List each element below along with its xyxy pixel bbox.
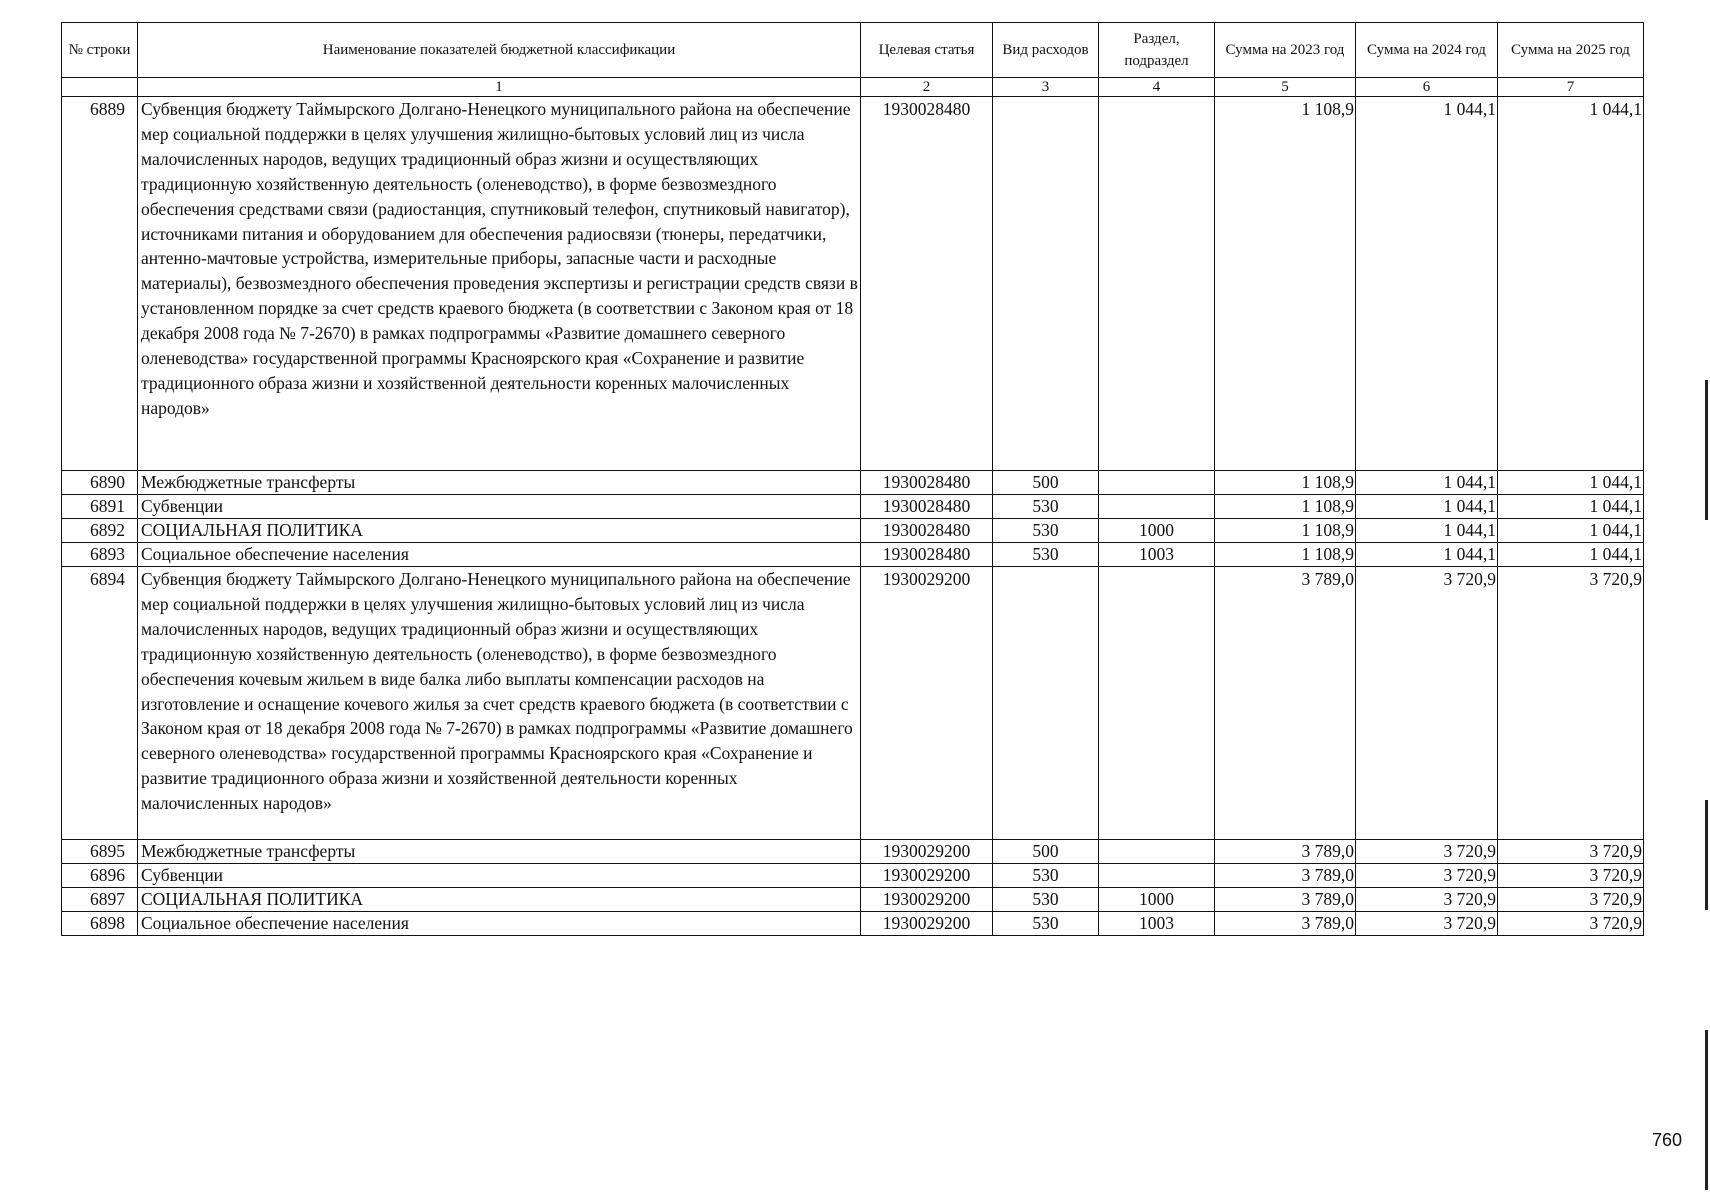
table-row — [62, 495, 1644, 519]
row-name: Межбюджетные трансферты — [138, 840, 861, 864]
colnum-5: 5 — [1215, 78, 1356, 97]
row-2024: 1 044,1 — [1356, 543, 1498, 567]
budget-sheet — [61, 22, 1644, 936]
row-section — [1099, 97, 1215, 471]
row-target: 1930029200 — [861, 567, 993, 840]
row-section: 1003 — [1099, 543, 1215, 567]
row-name: СОЦИАЛЬНАЯ ПОЛИТИКА — [138, 519, 861, 543]
row-exp-type — [993, 567, 1099, 840]
table-row — [62, 471, 1644, 495]
header-2023: Сумма на 2023 год — [1215, 23, 1356, 78]
row-target: 1930028480 — [861, 519, 993, 543]
row-2025: 3 720,9 — [1498, 840, 1644, 864]
colnum-0 — [62, 78, 138, 97]
row-number: 6893 — [62, 543, 138, 567]
row-target: 1930028480 — [861, 495, 993, 519]
table-row — [62, 840, 1644, 864]
colnum-3: 3 — [993, 78, 1099, 97]
row-2025: 1 044,1 — [1498, 543, 1644, 567]
colnum-1: 1 — [138, 78, 861, 97]
row-name: СОЦИАЛЬНАЯ ПОЛИТИКА — [138, 888, 861, 912]
row-2025: 3 720,9 — [1498, 567, 1644, 840]
row-number: 6896 — [62, 864, 138, 888]
row-exp-type: 530 — [993, 543, 1099, 567]
row-name: Социальное обеспечение населения — [138, 543, 861, 567]
row-number: 6894 — [62, 567, 138, 840]
row-exp-type: 500 — [993, 840, 1099, 864]
header-exp-type: Вид расходов — [993, 23, 1099, 78]
row-name: Межбюджетные трансферты — [138, 471, 861, 495]
row-section: 1000 — [1099, 888, 1215, 912]
row-section — [1099, 840, 1215, 864]
page-number: 760 — [1652, 1130, 1683, 1150]
row-target: 1930028480 — [861, 471, 993, 495]
row-2023: 1 108,9 — [1215, 495, 1356, 519]
row-2025: 1 044,1 — [1498, 97, 1644, 471]
row-target: 1930029200 — [861, 888, 993, 912]
row-section — [1099, 471, 1215, 495]
row-target: 1930028480 — [861, 543, 993, 567]
colnum-7: 7 — [1498, 78, 1644, 97]
colnum-6: 6 — [1356, 78, 1498, 97]
row-name: Субвенция бюджету Таймырского Долгано-Ненецкого муниципального района на обеспечение мер социальной поддержки в целях улучшения жилищно-бытовых условий лиц из числа малочисленных народов, ведущих традиционный образ жизни и осуществляющих традиционную хозяйственную деятельность (оленеводство), в форме безвозмездного обеспечения кочевым жильем в виде балка либо выплаты компенсации расходов на изготовление и оснащение кочевого жилья за счет средств краевого бюджета (в соответствии с Законом края от 18 декабря 2008 года № 7-2670) в рамках подпрограммы «Развитие домашнего северного оленеводства» государственной программы Красноярского края «Сохранение и развитие традиционного образа жизни и хозяйственной деятельности коренных малочисленных народов» — [138, 567, 861, 840]
row-2023: 3 789,0 — [1215, 912, 1356, 936]
row-target: 1930028480 — [861, 97, 993, 471]
row-exp-type — [993, 97, 1099, 471]
row-2024: 1 044,1 — [1356, 471, 1498, 495]
colnum-2: 2 — [861, 78, 993, 97]
row-section — [1099, 567, 1215, 840]
header-row-no: № строки — [62, 23, 138, 78]
table-row — [62, 97, 1644, 471]
row-2025: 3 720,9 — [1498, 912, 1644, 936]
row-section — [1099, 864, 1215, 888]
row-section: 1000 — [1099, 519, 1215, 543]
row-2024: 3 720,9 — [1356, 567, 1498, 840]
row-2024: 1 044,1 — [1356, 495, 1498, 519]
row-number: 6892 — [62, 519, 138, 543]
row-target: 1930029200 — [861, 840, 993, 864]
row-2023: 1 108,9 — [1215, 97, 1356, 471]
header-2025: Сумма на 2025 год — [1498, 23, 1644, 78]
row-name: Субвенции — [138, 495, 861, 519]
row-2023: 1 108,9 — [1215, 471, 1356, 495]
column-number-row — [62, 78, 1644, 97]
table-row — [62, 567, 1644, 840]
table-row — [62, 864, 1644, 888]
header-target: Целевая статья — [861, 23, 993, 78]
scan-edge-line — [1705, 1030, 1708, 1190]
row-2025: 1 044,1 — [1498, 471, 1644, 495]
row-2025: 1 044,1 — [1498, 519, 1644, 543]
row-2023: 1 108,9 — [1215, 543, 1356, 567]
colnum-4: 4 — [1099, 78, 1215, 97]
table-row — [62, 912, 1644, 936]
scan-edge-line — [1705, 800, 1708, 910]
row-number: 6895 — [62, 840, 138, 864]
scan-edge-line — [1705, 380, 1708, 520]
row-name: Субвенция бюджету Таймырского Долгано-Ненецкого муниципального района на обеспечение мер социальной поддержки в целях улучшения жилищно-бытовых условий лиц из числа малочисленных народов, ведущих традиционный образ жизни и осуществляющих традиционную хозяйственную деятельность (оленеводство), в форме безвозмездного обеспечения средствами связи (радиостанция, спутниковый телефон, спутниковый навигатор), источниками питания и оборудованием для обеспечения радиосвязи (тюнеры, передатчики, антенно-мачтовые устройства, измерительные приборы, запасные части и расходные материалы), безвозмездного обеспечения проведения экспертизы и регистрации средств связи в установленном порядке за счет средств краевого бюджета (в соответствии с Законом края от 18 декабря 2008 года № 7-2670) в рамках подпрограммы «Развитие домашнего северного оленеводства» государственной программы Красноярского края «Сохранение и развитие традиционного образа жизни и хозяйственной деятельности коренных малочисленных народов» — [138, 97, 861, 471]
row-2024: 3 720,9 — [1356, 840, 1498, 864]
row-2023: 3 789,0 — [1215, 888, 1356, 912]
header-row — [62, 23, 1644, 78]
row-number: 6897 — [62, 888, 138, 912]
row-2025: 3 720,9 — [1498, 888, 1644, 912]
row-2024: 3 720,9 — [1356, 888, 1498, 912]
row-2023: 3 789,0 — [1215, 567, 1356, 840]
row-exp-type: 530 — [993, 495, 1099, 519]
row-section: 1003 — [1099, 912, 1215, 936]
row-2024: 3 720,9 — [1356, 912, 1498, 936]
table-row — [62, 543, 1644, 567]
header-name: Наименование показателей бюджетной классификации — [138, 23, 861, 78]
row-2024: 1 044,1 — [1356, 519, 1498, 543]
row-section — [1099, 495, 1215, 519]
row-exp-type: 530 — [993, 912, 1099, 936]
row-target: 1930029200 — [861, 864, 993, 888]
row-number: 6889 — [62, 97, 138, 471]
table-row — [62, 519, 1644, 543]
row-2023: 1 108,9 — [1215, 519, 1356, 543]
row-2023: 3 789,0 — [1215, 864, 1356, 888]
row-2025: 1 044,1 — [1498, 495, 1644, 519]
row-number: 6898 — [62, 912, 138, 936]
row-2025: 3 720,9 — [1498, 864, 1644, 888]
row-exp-type: 530 — [993, 888, 1099, 912]
row-exp-type: 500 — [993, 471, 1099, 495]
row-exp-type: 530 — [993, 864, 1099, 888]
row-2024: 1 044,1 — [1356, 97, 1498, 471]
budget-table — [61, 22, 1644, 936]
row-name: Социальное обеспечение населения — [138, 912, 861, 936]
row-name: Субвенции — [138, 864, 861, 888]
row-number: 6890 — [62, 471, 138, 495]
row-2023: 3 789,0 — [1215, 840, 1356, 864]
row-2024: 3 720,9 — [1356, 864, 1498, 888]
row-number: 6891 — [62, 495, 138, 519]
table-row — [62, 888, 1644, 912]
header-2024: Сумма на 2024 год — [1356, 23, 1498, 78]
header-section: Раздел, подраздел — [1099, 23, 1215, 78]
row-target: 1930029200 — [861, 912, 993, 936]
row-exp-type: 530 — [993, 519, 1099, 543]
